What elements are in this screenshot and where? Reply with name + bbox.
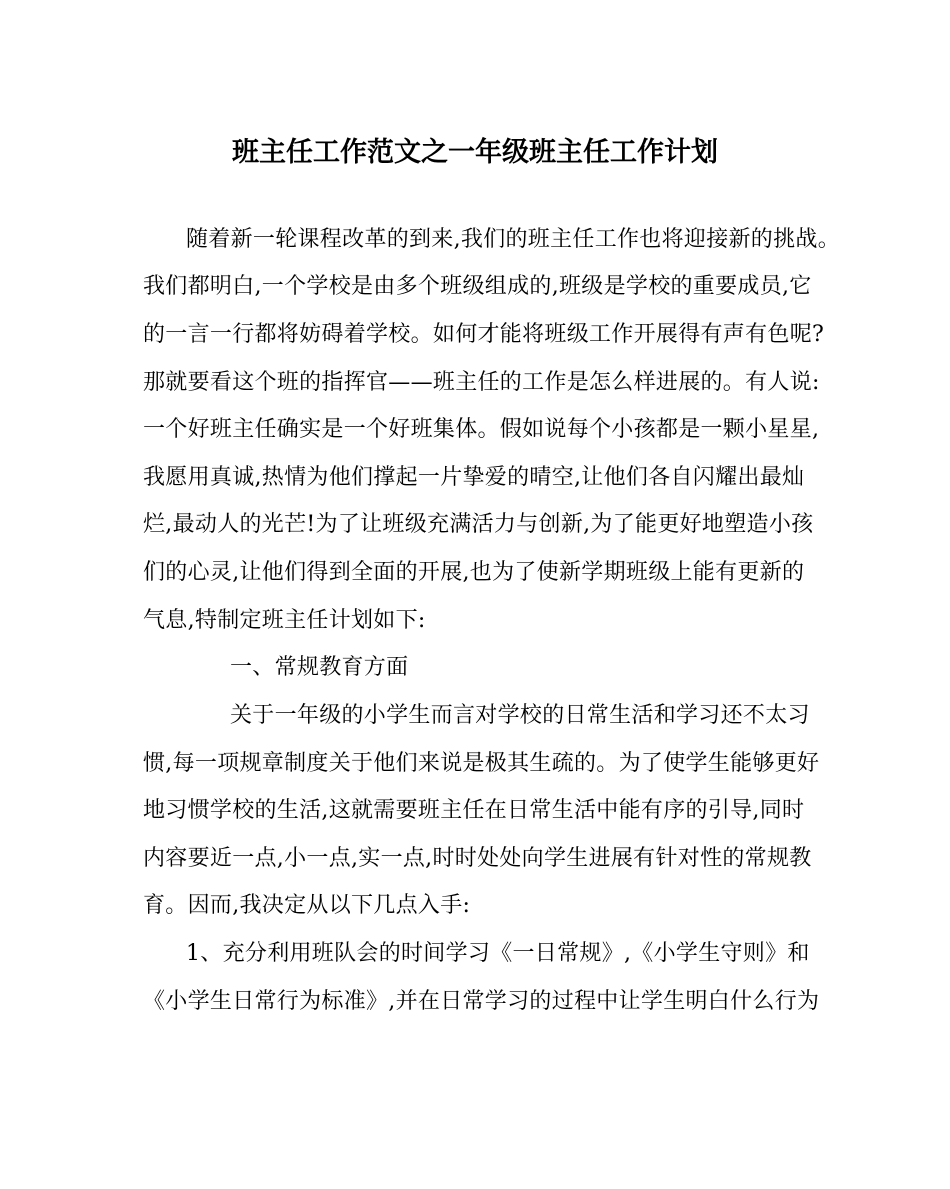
paragraph-line: 的一言一行都将妨碍着学校。如何才能将班级工作开展得有声有色呢? <box>143 322 825 347</box>
paragraph-line: 烂,最动人的光芒!为了让班级充满活力与创新,为了能更好地塑造小孩 <box>143 512 814 537</box>
section-heading: 一、常规教育方面 <box>230 655 409 680</box>
paragraph-line: 我们都明白,一个学校是由多个班级组成的,班级是学校的重要成员,它 <box>143 274 812 299</box>
list-item-line: 《小学生日常行为标准》,并在日常学习的过程中让学生明白什么行为 <box>143 989 820 1014</box>
paragraph-line: 育。因而,我决定从以下几点入手: <box>143 893 471 918</box>
list-item-line: 1、充分利用班队会的时间学习《一日常规》,《小学生守则》和 <box>186 941 810 966</box>
paragraph-line: 气息,特制定班主任计划如下: <box>143 608 426 633</box>
paragraph-line: 地习惯学校的生活,这就需要班主任在日常生活中能有序的引导,同时 <box>143 798 805 823</box>
paragraph-line: 内容要近一点,小一点,实一点,时时处处向学生进展有针对性的常规教 <box>143 846 812 871</box>
paragraph-line: 那就要看这个班的指挥官——班主任的工作是怎么样进展的。有人说: <box>143 370 820 395</box>
paragraph-line: 随着新一轮课程改革的到来,我们的班主任工作也将迎接新的挑战。 <box>186 227 840 252</box>
paragraph-line: 们的心灵,让他们得到全面的开展,也为了使新学期班级上能有更新的 <box>143 560 805 585</box>
paragraph-line: 关于一年级的小学生而言对学校的日常生活和学习还不太习 <box>230 703 810 728</box>
paragraph-line: 我愿用真诚,热情为他们撑起一片挚爱的晴空,让他们各自闪耀出最灿 <box>143 465 805 490</box>
document-title: 班主任工作范文之一年级班主任工作计划 <box>232 137 718 168</box>
paragraph-line: 一个好班主任确实是一个好班集体。假如说每个小孩都是一颗小星星, <box>143 417 820 442</box>
paragraph-line: 惯,每一项规章制度关于他们来说是极其生疏的。为了使学生能够更好 <box>143 751 820 776</box>
